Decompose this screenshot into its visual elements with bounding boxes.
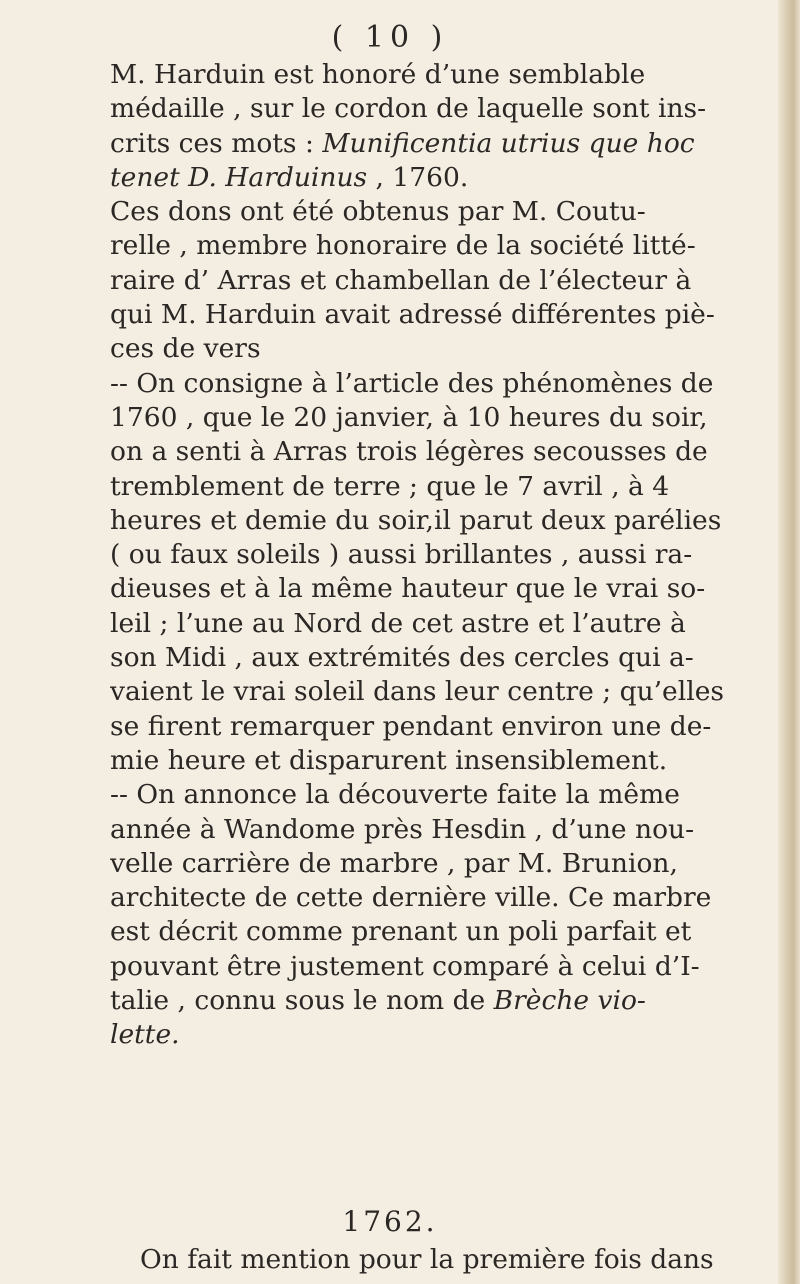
- text-line: [110, 504, 790, 538]
- text-line: [110, 195, 790, 229]
- text-line: [110, 847, 790, 881]
- text-run: ces de vers: [110, 333, 261, 365]
- text-run: son Midi , aux extrémités des cercles qui a-: [110, 642, 694, 674]
- text-line: [110, 538, 790, 572]
- text-line: [110, 298, 790, 332]
- page-number: ( 10 ): [331, 20, 449, 55]
- text-line: [110, 127, 790, 161]
- text-line: [110, 984, 790, 1018]
- text-run: , 1760.: [367, 161, 469, 193]
- text-run: tremblement de terre ; que le 7 avril , à 4: [110, 470, 670, 502]
- text-line: [110, 92, 790, 126]
- text-run: médaille , sur le cordon de laquelle sont ins-: [110, 93, 707, 125]
- text-line: [110, 710, 790, 744]
- text-run: talie , connu sous le nom de: [110, 985, 494, 1017]
- text-line: [110, 229, 790, 263]
- text-line: [110, 264, 790, 298]
- text-line: [110, 572, 790, 606]
- text-run: se firent remarquer pendant environ une de-: [110, 710, 712, 742]
- text-run: on a senti à Arras trois légères secousses de: [110, 436, 708, 468]
- text-run: 1760 , que le 20 janvier, à 10 heures du soir,: [110, 401, 708, 433]
- text-run: année à Wandome près Hesdin , d’une nou-: [110, 813, 695, 845]
- year-heading: 1762.: [342, 1205, 438, 1238]
- text-line: [110, 675, 790, 709]
- text-line: [110, 435, 790, 469]
- text-line: [110, 58, 790, 92]
- text-run: M. Harduin est honoré d’une semblable: [110, 59, 646, 90]
- text-run: pouvant être justement comparé à celui d’I-: [110, 950, 700, 982]
- italic-text: lette.: [110, 1019, 180, 1051]
- text-line: [110, 161, 790, 195]
- text-run: -- On annonce la découverte faite la même: [110, 779, 680, 811]
- text-line: [110, 367, 790, 401]
- text-run: Ces dons ont été obtenus par M. Coutu-: [110, 196, 646, 228]
- text-run: architecte de cette dernière ville. Ce marbre: [110, 882, 712, 914]
- text-run: qui M. Harduin avait adressé différentes piè-: [110, 299, 715, 331]
- text-run: relle , membre honoraire de la société litté-: [110, 230, 696, 262]
- text-run: mie heure et disparurent insensiblement.: [110, 744, 668, 776]
- text-line: [110, 778, 790, 812]
- text-line: [110, 950, 790, 984]
- text-run: heures et demie du soir,il parut deux parélies: [110, 504, 722, 536]
- text-line: [110, 332, 790, 366]
- text-run: -- On consigne à l’article des phénomènes de: [110, 367, 714, 399]
- text-line: [110, 881, 790, 915]
- text-run: vaient le vrai soleil dans leur centre ; qu’elles: [110, 676, 724, 708]
- text-run: ( ou faux soleils ) aussi brillantes , aussi ra-: [110, 539, 693, 571]
- last-line: On fait mention pour la première fois dans: [140, 1244, 714, 1275]
- text-run: dieuses et à la même hauteur que le vrai so-: [110, 573, 706, 605]
- italic-text: tenet D. Harduinus: [110, 161, 368, 193]
- text-line: [110, 1018, 790, 1052]
- text-line: [110, 813, 790, 847]
- text-run: velle carrière de marbre , par M. Brunion,: [110, 847, 678, 879]
- text-line: [110, 915, 790, 949]
- text-line: [110, 607, 790, 641]
- page-text: [110, 58, 790, 1053]
- italic-text: Brèche vio-: [493, 985, 646, 1017]
- text-run: leil ; l’une au Nord de cet astre et l’autre à: [110, 607, 686, 639]
- text-run: crits ces mots :: [110, 127, 323, 159]
- text-line: [110, 470, 790, 504]
- text-line: [110, 744, 790, 778]
- text-line: [110, 401, 790, 435]
- text-run: est décrit comme prenant un poli parfait et: [110, 916, 692, 948]
- text-line: [110, 641, 790, 675]
- text-run: raire d’ Arras et chambellan de l’électeur à: [110, 264, 692, 296]
- italic-text: Munificentia utrius que hoc: [322, 127, 695, 159]
